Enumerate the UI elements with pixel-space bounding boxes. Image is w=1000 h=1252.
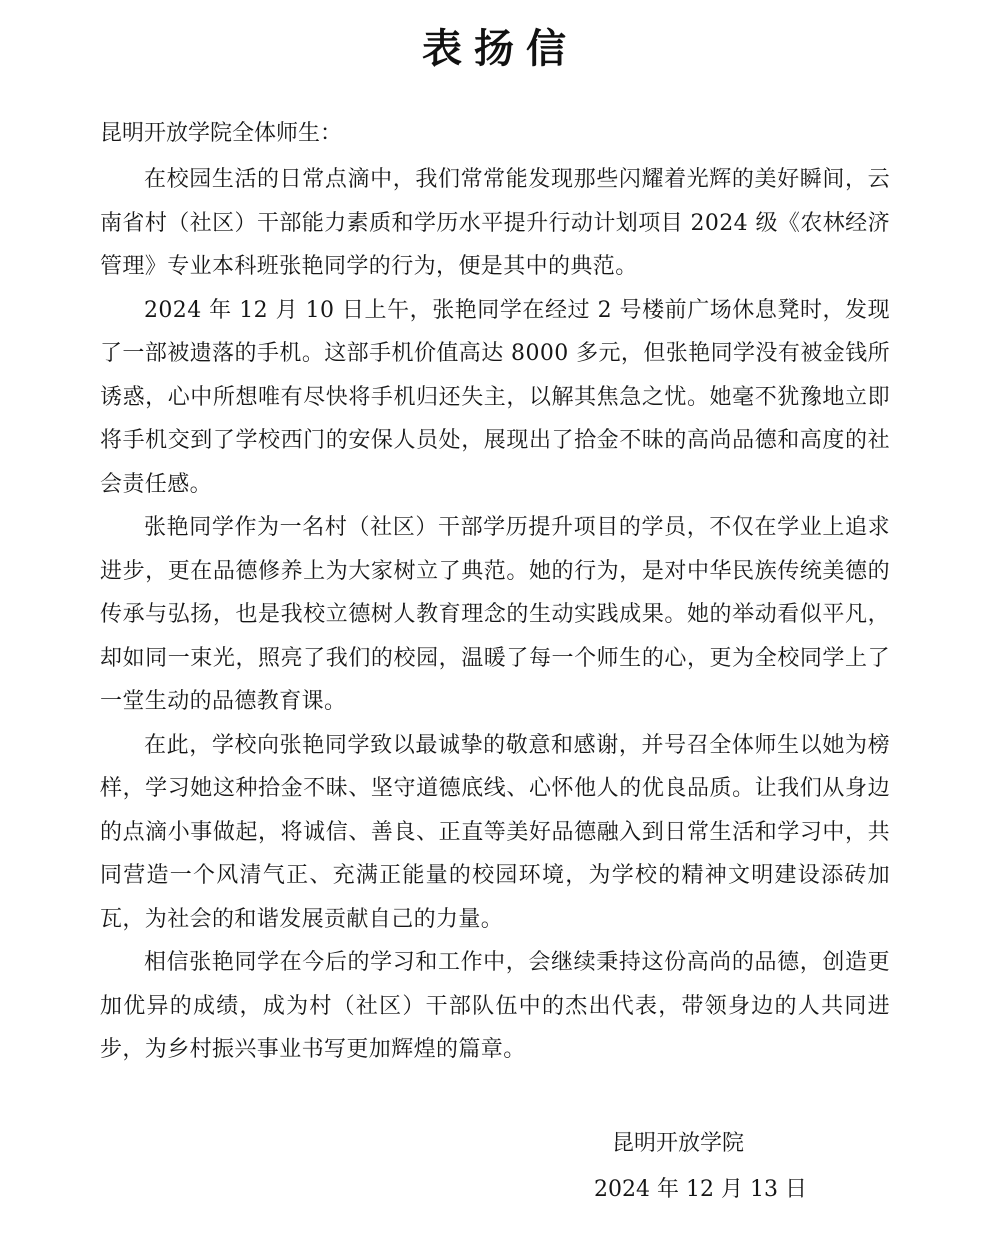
- salutation: 昆明开放学院全体师生：: [100, 121, 343, 146]
- letter-body: [100, 158, 890, 1072]
- signature-date: 2024 年 12 月 13 日: [594, 1177, 807, 1202]
- document-title: 表扬信: [422, 26, 578, 72]
- paragraph-1: 在校园生活的日常点滴中，我们常常能发现那些闪耀着光辉的美好瞬间，云南省村（社区）干部能力素质和学历水平提升行动计划项目 2024 级《农林经济管理》专业本科班张艳同学的行为，便是其中的典范。: [100, 167, 890, 279]
- paragraph-2: 2024 年 12 月 10 日上午，张艳同学在经过 2 号楼前广场休息凳时，发现了一部被遗落的手机。这部手机价值高达 8000 多元，但张艳同学没有被金钱所诱惑，心中所想唯有尽快将手机归还失主，以解其焦急之忧。她毫不犹豫地立即将手机交到了学校西门的安保人员处，展现出了拾金不昧的高尚品德和高度的社会责任感。: [100, 297, 890, 497]
- paragraph-4: 在此，学校向张艳同学致以最诚挚的敬意和感谢，并号召全体师生以她为榜样，学习她这种拾金不昧、坚守道德底线、心怀他人的优良品质。让我们从身边的点滴小事做起，将诚信、善良、正直等美好品德融入到日常生活和学习中，共同营造一个风清气正、充满正能量的校园环境，为学校的精神文明建设添砖加瓦，为社会的和谐发展贡献自己的力量。: [100, 732, 890, 932]
- signature-organization: 昆明开放学院: [612, 1131, 745, 1156]
- paragraph-3: 张艳同学作为一名村（社区）干部学历提升项目的学员，不仅在学业上追求进步，更在品德修养上为大家树立了典范。她的行为，是对中华民族传统美德的传承与弘扬，也是我校立德树人教育理念的生动实践成果。她的举动看似平凡，却如同一束光，照亮了我们的校园，温暖了每一个师生的心，更为全校同学上了一堂生动的品德教育课。: [100, 515, 890, 714]
- paragraph-5: 相信张艳同学在今后的学习和工作中，会继续秉持这份高尚的品德，创造更加优异的成绩，成为村（社区）干部队伍中的杰出代表，带领身边的人共同进步，为乡村振兴事业书写更加辉煌的篇章。: [100, 950, 890, 1062]
